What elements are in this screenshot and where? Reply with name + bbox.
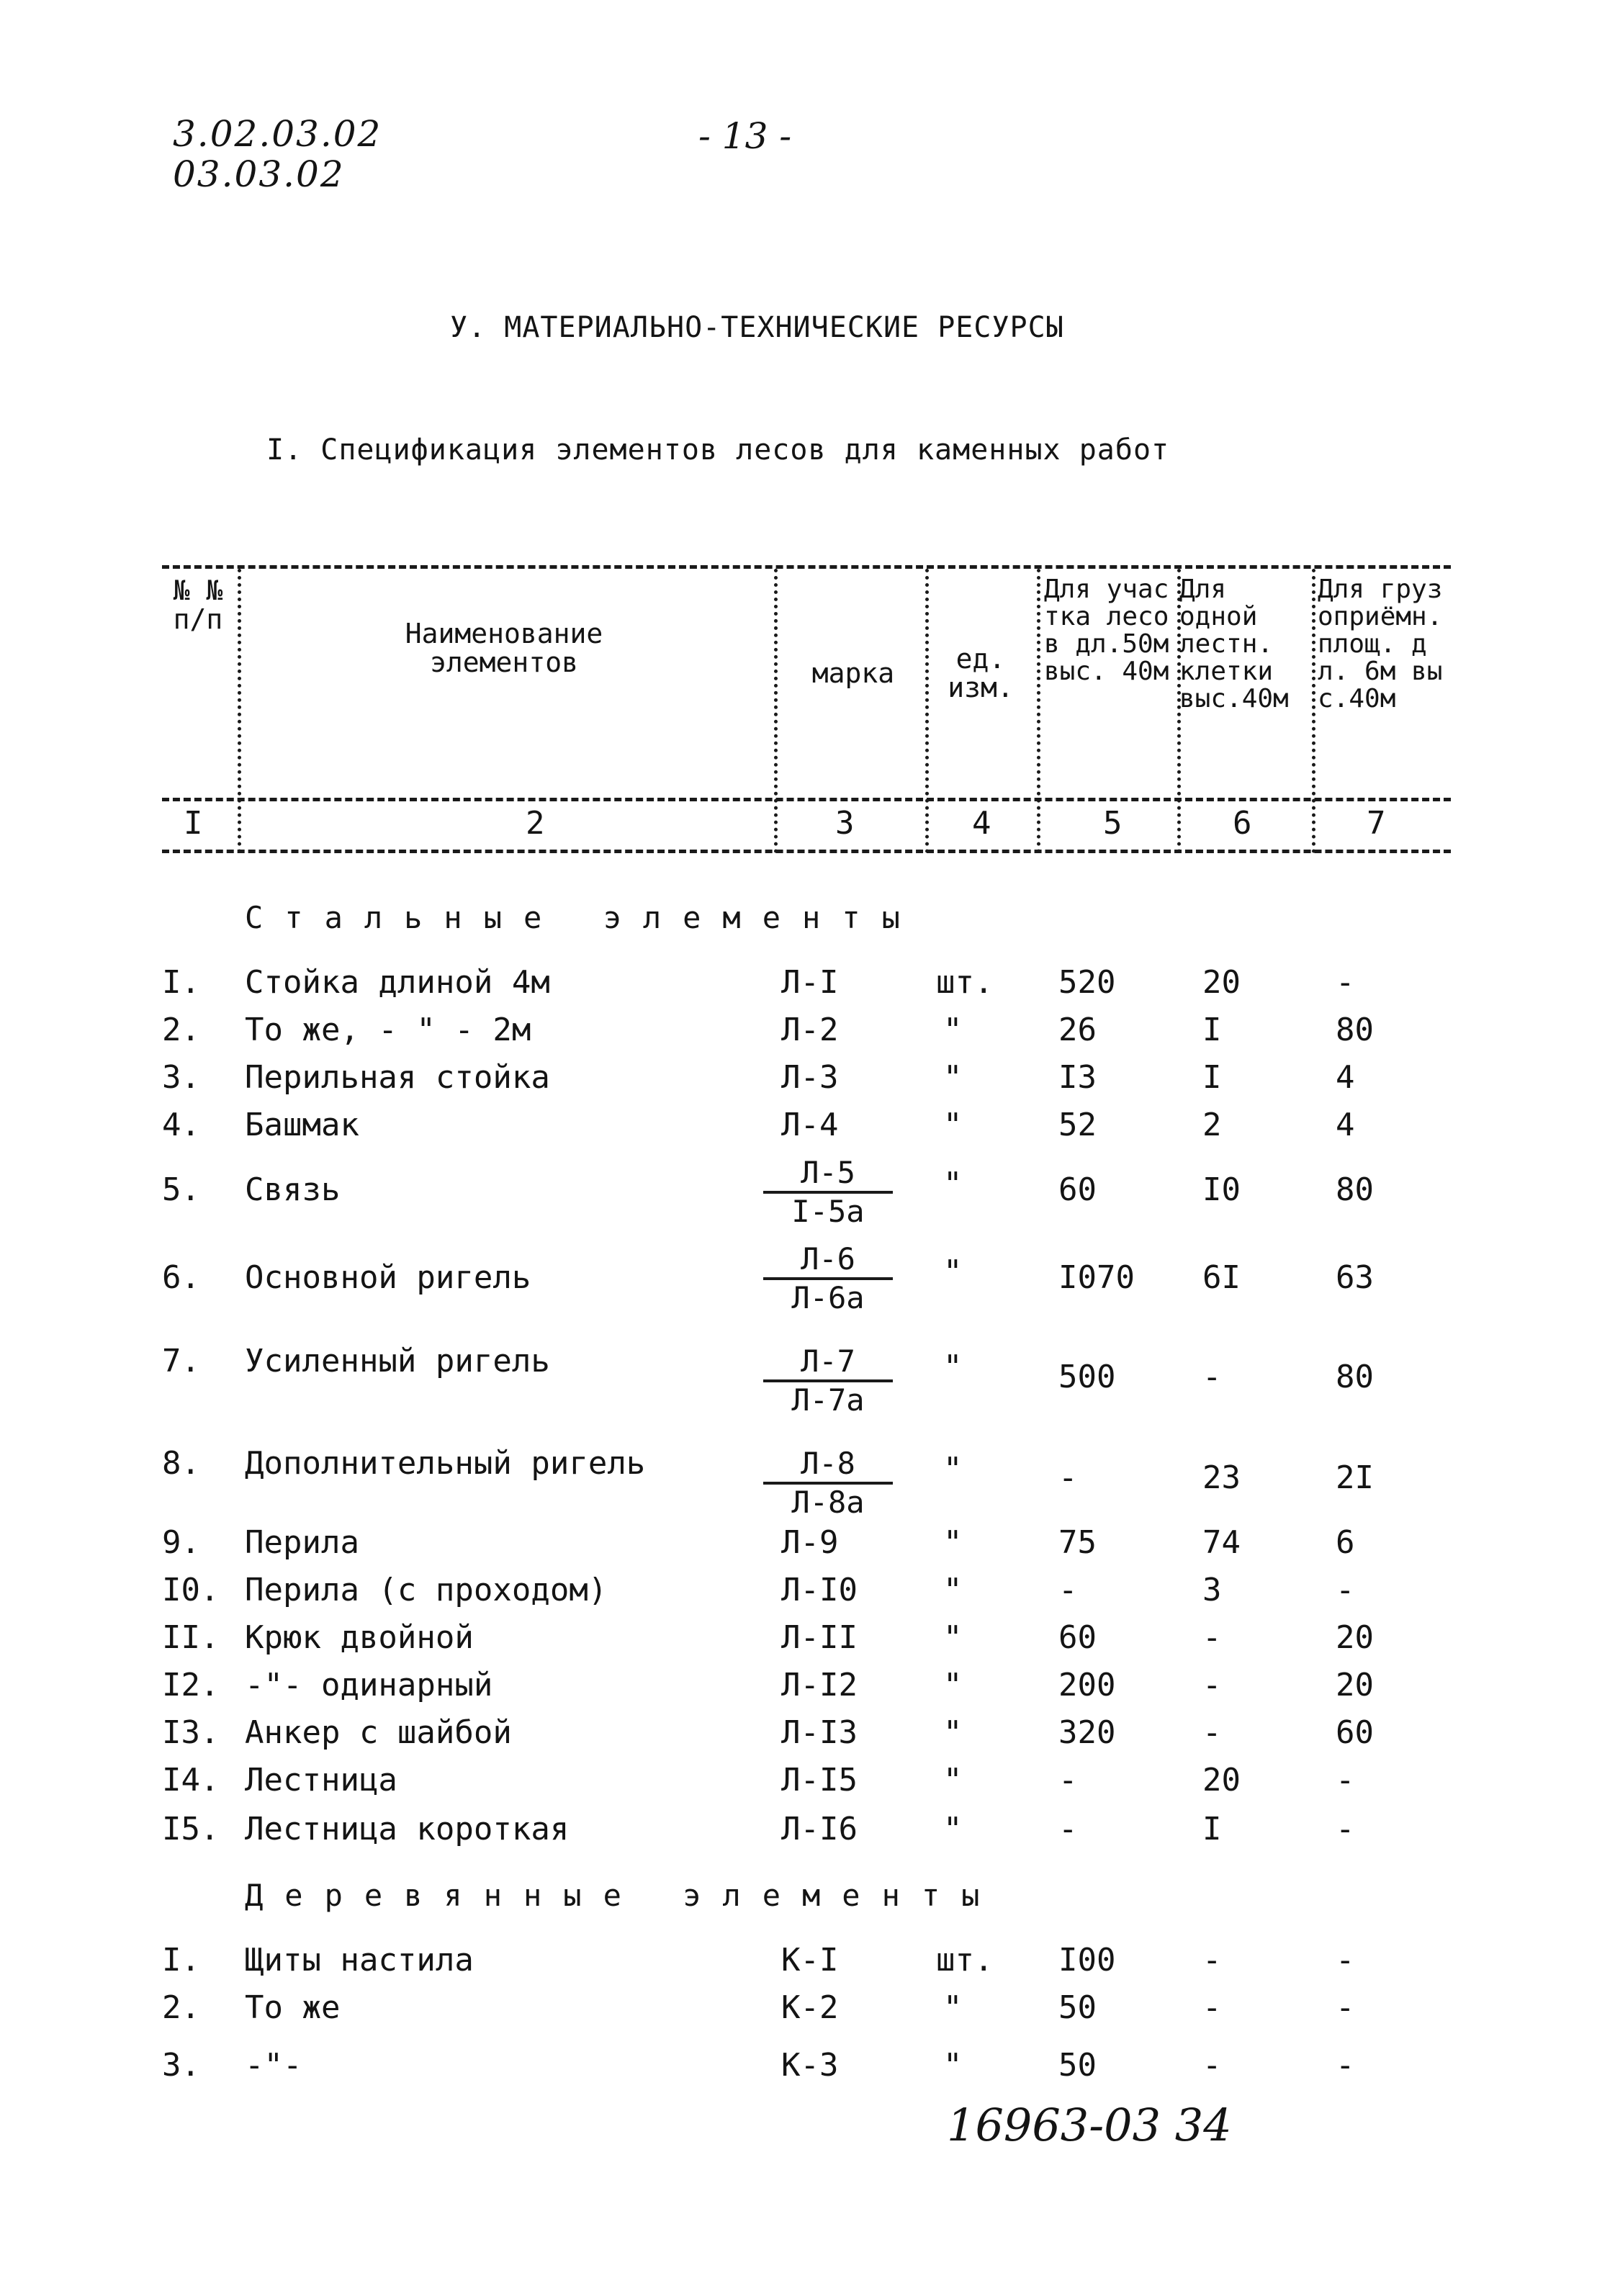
qty-platform: 4 [1336, 1107, 1355, 1143]
element-mark: Л-II [781, 1619, 858, 1656]
group-title-wooden: Деревянные элементы [245, 1878, 1002, 1913]
col-header-stairwell: Для одной лестн. клетки выс.40м [1179, 575, 1289, 713]
element-mark: Л-8 [763, 1447, 893, 1485]
table-subtitle: I. Спецификация элементов лесов для каменных работ [266, 433, 1170, 467]
qty-section: 60 [1058, 1619, 1097, 1656]
element-mark: Л-9 [781, 1524, 839, 1561]
row-number: I4. [162, 1762, 220, 1798]
qty-stairwell: 23 [1202, 1459, 1241, 1496]
header-bottom-rule [162, 850, 1451, 853]
col-header-section: Для участка лесов дл.50м выс. 40м [1044, 575, 1169, 686]
qty-section: 75 [1058, 1524, 1097, 1561]
element-mark: Л-I3 [781, 1714, 858, 1751]
row-number: 3. [162, 2047, 200, 2084]
qty-section: I3 [1058, 1059, 1097, 1096]
col-sep [774, 569, 778, 853]
element-mark: К-3 [781, 2047, 839, 2084]
qty-stairwell: I [1202, 1012, 1222, 1048]
element-mark: Л-4 [781, 1107, 839, 1143]
qty-stairwell: - [1202, 1619, 1222, 1656]
qty-stairwell: - [1202, 1942, 1222, 1978]
col-sep [925, 569, 929, 853]
unit: " [943, 1619, 963, 1656]
section-title: У. МАТЕРИАЛЬНО-ТЕХНИЧЕСКИЕ РЕСУРСЫ [450, 311, 1064, 344]
qty-platform: 80 [1336, 1012, 1374, 1048]
qty-stairwell: 3 [1202, 1572, 1222, 1608]
element-mark-fraction [763, 1447, 893, 1519]
qty-stairwell: - [1202, 1989, 1222, 2026]
element-name: Лестница [245, 1762, 397, 1798]
qty-platform: 80 [1336, 1359, 1374, 1395]
qty-platform: - [1336, 1572, 1355, 1608]
element-name: Крюк двойной [245, 1619, 474, 1656]
element-mark-alt: I-5а [791, 1194, 865, 1229]
qty-section: 60 [1058, 1171, 1097, 1208]
row-number: I. [162, 964, 200, 1001]
element-name: Основной ригель [245, 1259, 531, 1296]
element-mark: Л-I6 [781, 1811, 858, 1847]
element-mark-alt: Л-8а [791, 1485, 865, 1520]
qty-platform: - [1336, 1811, 1355, 1847]
element-name: Усиленный ригель [245, 1343, 550, 1379]
unit: " [943, 1714, 963, 1751]
qty-section: - [1058, 1572, 1078, 1608]
qty-section: 52 [1058, 1107, 1097, 1143]
element-mark: Л-I2 [781, 1667, 858, 1703]
qty-stairwell: - [1202, 1359, 1222, 1395]
qty-stairwell: - [1202, 2047, 1222, 2084]
document-code-line1: 3.02.03.02 [173, 113, 382, 155]
element-mark: Л-5 [763, 1156, 893, 1194]
row-number: 6. [162, 1259, 200, 1296]
unit: " [943, 1349, 963, 1385]
qty-section: 320 [1058, 1714, 1116, 1751]
row-number: 9. [162, 1524, 200, 1561]
unit: " [943, 2047, 963, 2084]
qty-platform: - [1336, 1762, 1355, 1798]
unit: " [943, 1012, 963, 1048]
header-mid-rule [162, 798, 1451, 801]
qty-stairwell: 74 [1202, 1524, 1241, 1561]
row-number: 5. [162, 1171, 200, 1208]
qty-platform: - [1336, 2047, 1355, 2084]
col-header-name: Наименование элементов [405, 618, 603, 678]
qty-section: 520 [1058, 964, 1116, 1001]
qty-platform: 6 [1336, 1524, 1355, 1561]
element-name: То же, - " - 2м [245, 1012, 531, 1048]
element-mark: Л-7 [763, 1345, 893, 1382]
element-name: Лестница короткая [245, 1811, 570, 1847]
row-number: I0. [162, 1572, 220, 1608]
qty-platform: 60 [1336, 1714, 1374, 1751]
unit: " [943, 1524, 963, 1561]
row-number: I5. [162, 1811, 220, 1847]
unit: " [943, 1107, 963, 1143]
row-number: 7. [162, 1343, 200, 1379]
col-number: 5 [1103, 805, 1123, 842]
col-sep [1312, 569, 1315, 853]
col-header-number: № № п/п [173, 575, 223, 635]
row-number: 2. [162, 1989, 200, 2026]
element-name: Башмак [245, 1107, 359, 1143]
qty-platform: - [1336, 1942, 1355, 1978]
element-mark: Л-2 [781, 1012, 839, 1048]
element-name: Дополнительный ригель [245, 1445, 646, 1482]
element-name: Перильная стойка [245, 1059, 550, 1096]
row-number: 3. [162, 1059, 200, 1096]
col-number: I [184, 805, 203, 842]
element-mark: Л-I5 [781, 1762, 858, 1798]
qty-platform: 20 [1336, 1667, 1374, 1703]
element-name: Перила [245, 1524, 359, 1561]
row-number: I3. [162, 1714, 220, 1751]
qty-stairwell: I [1202, 1059, 1222, 1096]
unit: " [943, 1667, 963, 1703]
qty-stairwell: I [1202, 1811, 1222, 1847]
qty-platform: 63 [1336, 1259, 1374, 1296]
unit: шт. [936, 1942, 994, 1978]
document-code-block [173, 114, 382, 194]
col-header-platform: Для грузоприёмн. площ. дл. 6м выс.40м [1318, 575, 1443, 713]
col-sep [1037, 569, 1040, 853]
qty-stairwell: I0 [1202, 1171, 1241, 1208]
row-number: II. [162, 1619, 220, 1656]
document-code-line2: 03.03.02 [173, 153, 345, 195]
element-name: Анкер с шайбой [245, 1714, 512, 1751]
element-name: Связь [245, 1171, 341, 1208]
archive-number: 16963-03 34 [947, 2099, 1232, 2151]
element-mark: Л-6 [763, 1243, 893, 1280]
qty-section: I070 [1058, 1259, 1135, 1296]
qty-stairwell: - [1202, 1714, 1222, 1751]
unit: " [943, 1451, 963, 1487]
qty-platform: 2I [1336, 1459, 1374, 1496]
element-mark-fraction [763, 1345, 893, 1417]
element-mark-fraction [763, 1156, 893, 1228]
qty-platform: 20 [1336, 1619, 1374, 1656]
element-name: -"- [245, 2047, 302, 2084]
qty-section: 50 [1058, 1989, 1097, 2026]
qty-section: - [1058, 1762, 1078, 1798]
group-title-steel: Стальные элементы [245, 900, 922, 935]
col-header-unit: ед. изм. [948, 643, 1014, 703]
element-mark-fraction [763, 1243, 893, 1315]
element-name: Стойка длиной 4м [245, 964, 550, 1001]
element-mark: К-2 [781, 1989, 839, 2026]
element-mark-alt: Л-6а [791, 1280, 865, 1315]
col-number: 2 [526, 805, 545, 842]
qty-stairwell: - [1202, 1667, 1222, 1703]
qty-stairwell: 2 [1202, 1107, 1222, 1143]
col-number: 4 [972, 805, 991, 842]
page-number: - 13 - [698, 115, 792, 157]
row-number: 4. [162, 1107, 200, 1143]
row-number: I2. [162, 1667, 220, 1703]
unit: шт. [936, 964, 994, 1001]
element-mark-alt: Л-7а [791, 1382, 865, 1418]
element-name: Перила (с проходом) [245, 1572, 608, 1608]
qty-platform: 4 [1336, 1059, 1355, 1096]
qty-section: 200 [1058, 1667, 1116, 1703]
unit: " [943, 1762, 963, 1798]
unit: " [943, 1572, 963, 1608]
qty-section: 50 [1058, 2047, 1097, 2084]
element-name: -"- одинарный [245, 1667, 493, 1703]
qty-section: - [1058, 1811, 1078, 1847]
element-name: То же [245, 1989, 341, 2026]
qty-section: 500 [1058, 1359, 1116, 1395]
unit: " [943, 1811, 963, 1847]
col-number: 6 [1233, 805, 1252, 842]
qty-stairwell: 6I [1202, 1259, 1241, 1296]
qty-section: I00 [1058, 1942, 1116, 1978]
element-name: Щиты настила [245, 1942, 474, 1978]
unit: " [943, 1166, 963, 1202]
element-mark: Л-I0 [781, 1572, 858, 1608]
qty-section: 26 [1058, 1012, 1097, 1048]
header-top-rule [162, 565, 1451, 569]
element-mark: К-I [781, 1942, 839, 1978]
col-number: 3 [835, 805, 855, 842]
qty-platform: - [1336, 1989, 1355, 2026]
col-header-mark: марка [811, 657, 895, 689]
qty-platform: 80 [1336, 1171, 1374, 1208]
row-number: 8. [162, 1445, 200, 1482]
row-number: I. [162, 1942, 200, 1978]
col-number: 7 [1367, 805, 1386, 842]
qty-platform: - [1336, 964, 1355, 1001]
qty-section: - [1058, 1459, 1078, 1496]
col-sep [238, 569, 241, 853]
qty-stairwell: 20 [1202, 1762, 1241, 1798]
qty-stairwell: 20 [1202, 964, 1241, 1001]
unit: " [943, 1059, 963, 1096]
unit: " [943, 1989, 963, 2026]
element-mark: Л-3 [781, 1059, 839, 1096]
element-mark: Л-I [781, 964, 839, 1001]
unit: " [943, 1253, 963, 1290]
row-number: 2. [162, 1012, 200, 1048]
